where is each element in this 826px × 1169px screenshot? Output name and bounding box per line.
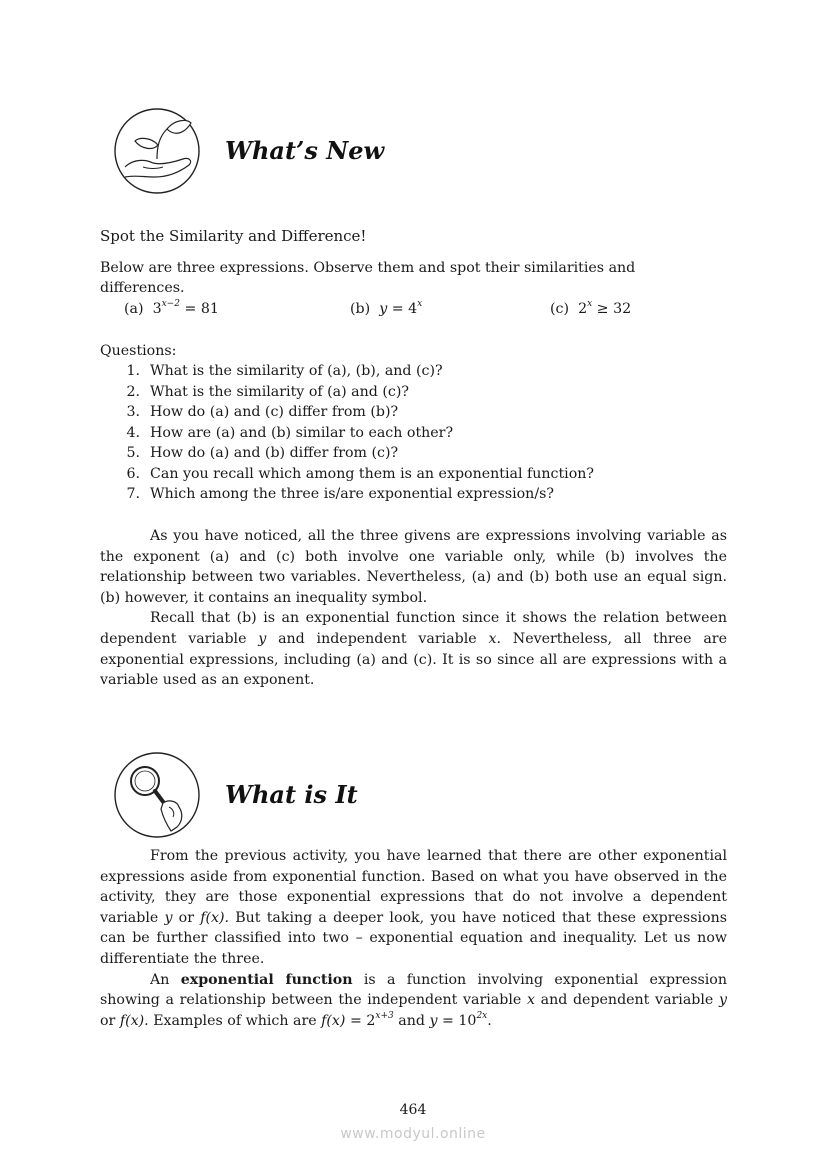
term-exponential-function: exponential function xyxy=(180,971,353,988)
paragraph-3: From the previous activity, you have learned that there are other exponential expressions aside from exponential function. Based on what you have observed in the activity, they are those exponential expressions that do not involve a dependent variable y or f(x). But taking a deeper look, you have noticed that these expressions can be further classified into two – exponential equation and inequality. Let us now differentiate the three. xyxy=(100,848,727,967)
paragraph-4: An exponential function is a function involving exponential expression showing a relationship between the independent variable x and dependent variable y or f(x). Examples of which are $f(x) = 2^{x+3}$ and $y = 10^{2x}$. xyxy=(100,971,727,1029)
question-item: 2. What is the similarity of (a) and (c)? xyxy=(126,383,409,400)
question-item: 3. How do (a) and (c) differ from (b)? xyxy=(126,404,399,420)
question-item: 1. What is the similarity of (a), (b), and (c)? xyxy=(126,363,443,379)
questions-list xyxy=(100,361,594,505)
section-title-what-is-it: What is It xyxy=(225,780,358,809)
expression-c-label: (c) xyxy=(550,301,570,317)
expression-b: (b) $y = 4^x$ xyxy=(350,299,423,317)
expression-a-label: (a) xyxy=(124,301,144,317)
activity-title: Spot the Similarity and Difference! xyxy=(100,227,367,245)
discussion-paragraphs xyxy=(100,526,727,691)
plant-in-hand-icon xyxy=(113,107,201,195)
intro-line-1: Below are three expressions. Observe them and spot their similarities and xyxy=(100,260,636,276)
questions-label: Questions: xyxy=(100,343,177,359)
question-item: 4. How are (a) and (b) similar to each other? xyxy=(126,424,454,441)
paragraph-2: Recall that (b) is an exponential function since it shows the relation between dependent variable y and independent variable x. Nevertheless, all three are exponential expressions, including (a) and (c). It is so since all are expressions with a variable used as an exponent. xyxy=(100,610,727,689)
magnifying-glass-icon xyxy=(113,751,201,839)
expression-c: (c) $2^x \ge 32$ xyxy=(550,299,632,317)
question-item: 6. Can you recall which among them is an exponential function? xyxy=(126,465,594,482)
paragraph-1: As you have noticed, all the three givens are expressions involving variable as the exponent (a) and (c) both involve one variable only, while (b) involves the relationship between two variables. Nevertheless, (a) and (b) both use an equal sign. (b) however, it contains an inequality symbol. xyxy=(100,528,727,606)
expression-b-label: (b) xyxy=(350,301,371,317)
question-item: 7. Which among the three is/are exponential expression/s? xyxy=(126,486,554,502)
page-number: 464 xyxy=(399,1102,427,1118)
watermark: www.modyul.online xyxy=(340,1126,486,1142)
explanation-paragraphs xyxy=(100,846,727,1031)
question-item: 5. How do (a) and (b) differ from (c)? xyxy=(126,445,399,461)
intro-line-2: differences. xyxy=(100,280,185,296)
expression-a: (a) $3^{x-2} = 81$ xyxy=(124,299,219,317)
section-title-whats-new: What’s New xyxy=(225,136,385,165)
